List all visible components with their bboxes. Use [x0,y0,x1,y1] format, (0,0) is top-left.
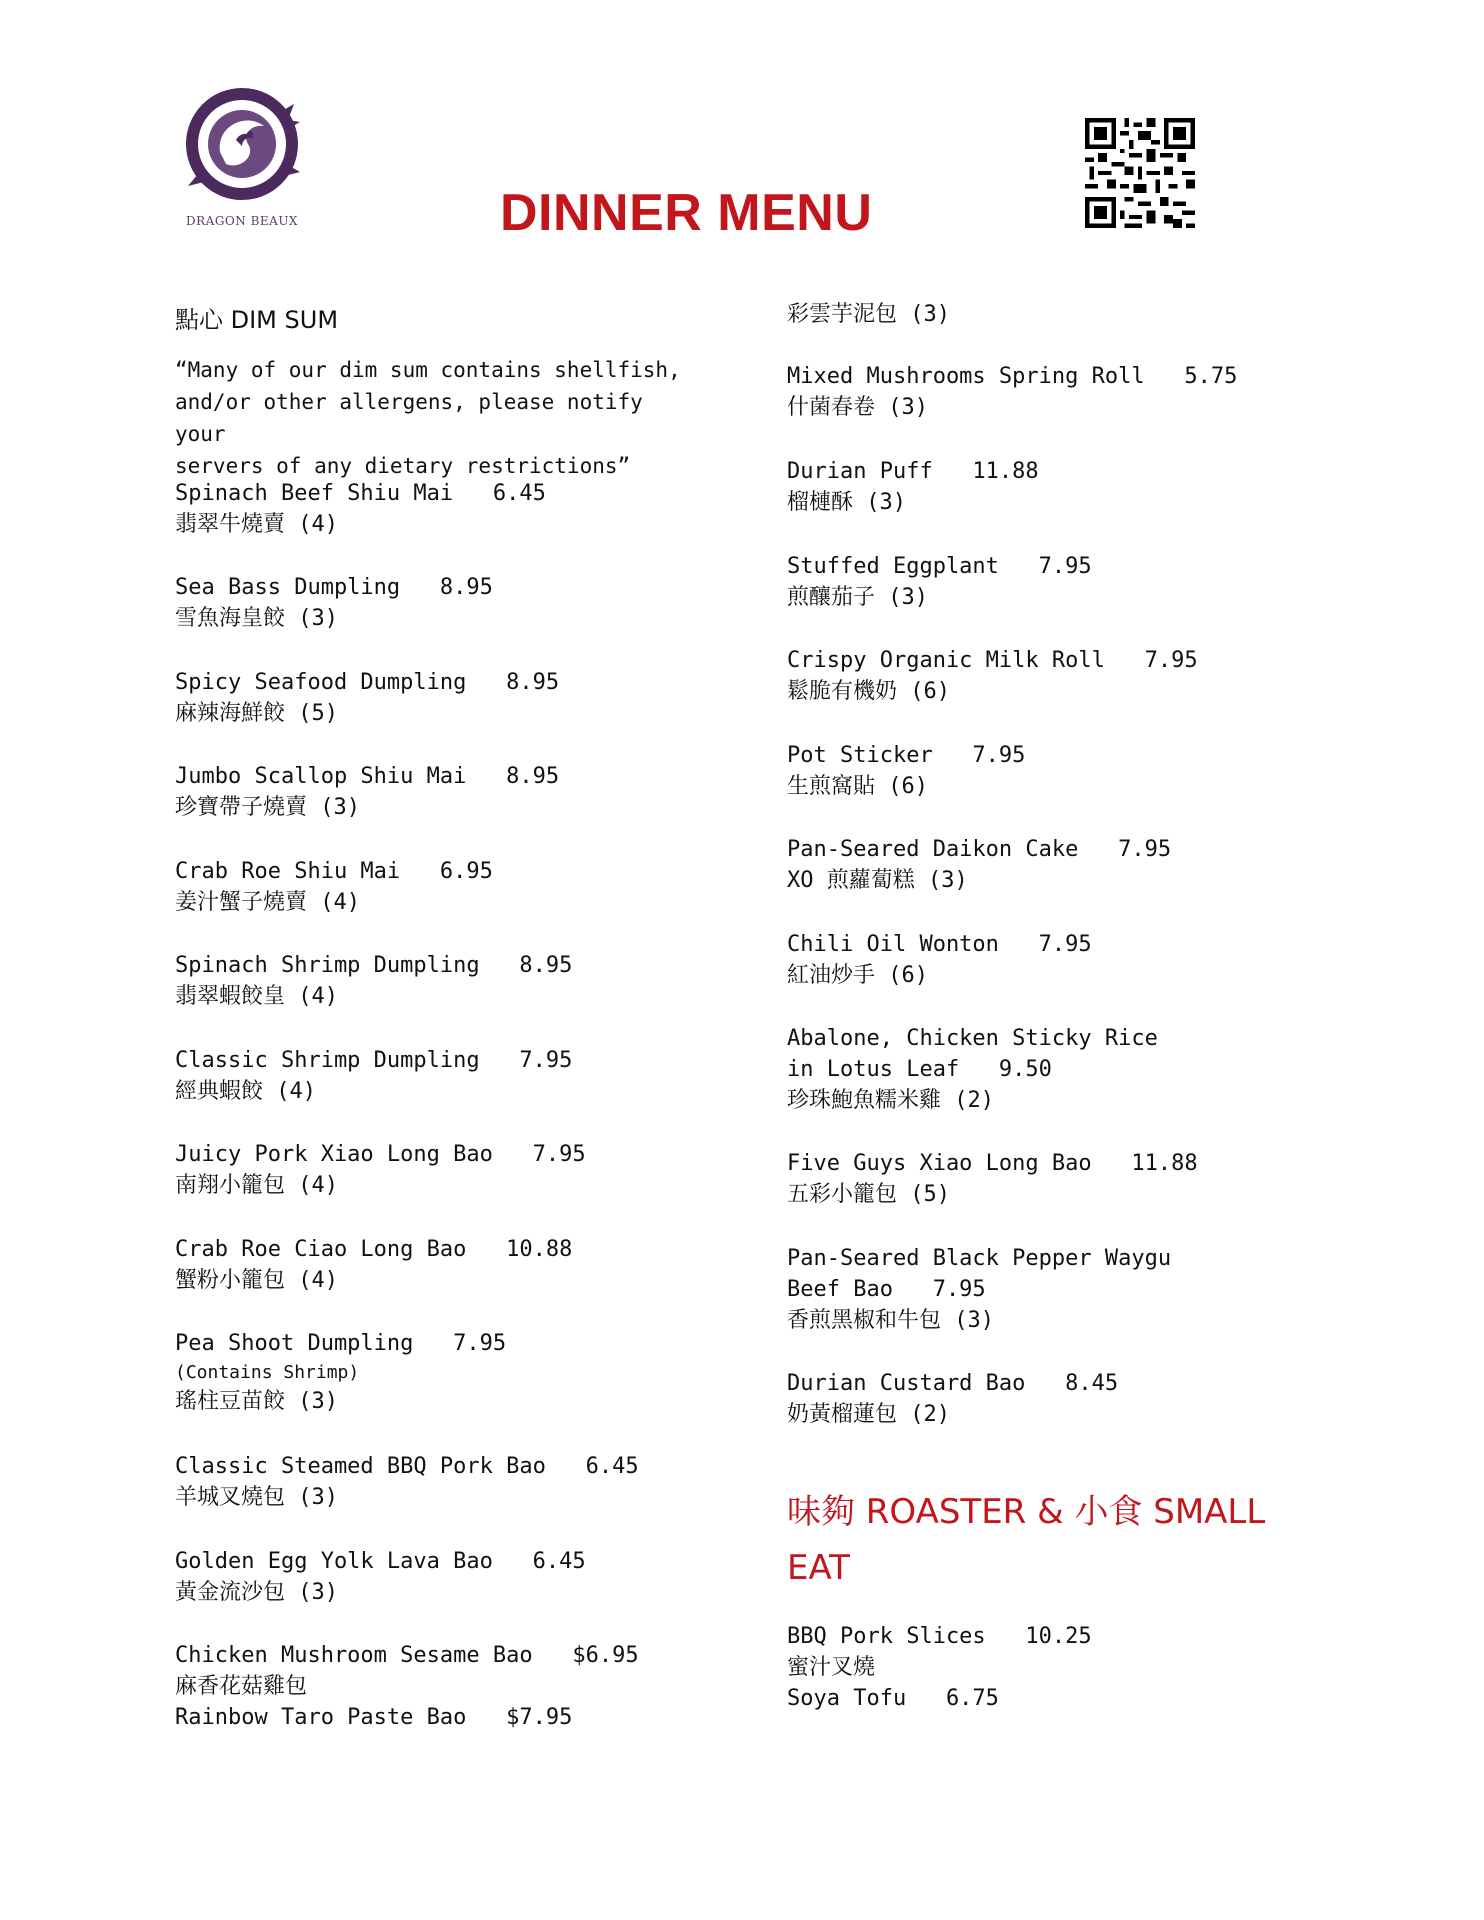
menu-item-line: 羊城叉燒包 (3) [175,1485,338,1510]
menu-item-line: 彩雲芋泥包 (3) [787,302,950,327]
menu-item-line: Pan-Seared Daikon Cake 7.95 [787,837,1172,862]
menu-item-line: 香煎黑椒和牛包 (3) [787,1308,994,1333]
menu-item-line: Crab Roe Shiu Mai 6.95 [175,859,493,884]
menu-item-line: in Lotus Leaf 9.50 [787,1057,1052,1082]
menu-item-line: Juicy Pork Xiao Long Bao 7.95 [175,1142,586,1167]
menu-item-line: Pan-Seared Black Pepper Waygu [787,1246,1172,1271]
menu-item [175,1139,775,1201]
menu-item-line: Golden Egg Yolk Lava Bao 6.45 [175,1549,586,1574]
menu-item [787,1243,1387,1336]
menu-item [787,834,1387,896]
allergen-notice: “Many of our dim sum contains shellfish, and/or other allergens, please notify your servers of any dietary restrictions” [175,358,681,478]
menu-item-line: Spicy Seafood Dumpling 8.95 [175,670,560,695]
menu-item [787,929,1387,991]
menu-item [175,1045,775,1107]
menu-item [787,1368,1387,1430]
menu-item-line: Beef Bao 7.95 [787,1277,986,1302]
menu-item-line: Five Guys Xiao Long Bao 11.88 [787,1151,1198,1176]
menu-item-line: 雪魚海皇餃 (3) [175,606,338,631]
menu-item-line: 蟹粉小籠包 (4) [175,1268,338,1293]
menu-item-line: Soya Tofu 6.75 [787,1686,999,1711]
menu-item [175,1328,775,1417]
menu-item [787,740,1387,802]
menu-item-line: Classic Shrimp Dumpling 7.95 [175,1048,573,1073]
menu-item [787,361,1387,423]
roaster-small-eat-heading: 味夠 ROASTER & 小食 SMALL EAT [787,1492,1266,1588]
menu-item-line: Pot Sticker 7.95 [787,743,1026,768]
menu-item-line: 翡翠牛燒賣 (4) [175,512,338,537]
menu-item-line: 經典蝦餃 (4) [175,1079,316,1104]
menu-item-line: Chicken Mushroom Sesame Bao $6.95 [175,1643,639,1668]
menu-item [787,1023,1387,1116]
menu-item [175,856,775,918]
menu-item-line: Chili Oil Wonton 7.95 [787,932,1092,957]
menu-item-line: Jumbo Scallop Shiu Mai 8.95 [175,764,560,789]
menu-item-line: 什菌春卷 (3) [787,395,928,420]
menu-item [787,299,1387,330]
menu-item-line: Rainbow Taro Paste Bao $7.95 [175,1705,573,1730]
menu-item [175,478,775,540]
menu-item-line: 生煎窩貼 (6) [787,774,928,799]
menu-item-line: 奶黃榴蓮包 (2) [787,1402,950,1427]
menu-item-line: Durian Custard Bao 8.45 [787,1371,1119,1396]
menu-item-line: Mixed Mushrooms Spring Roll 5.75 [787,364,1238,389]
logo-text: DRAGON BEAUX [186,214,298,228]
menu-item-line: 煎釀茄子 (3) [787,585,928,610]
menu-item-line: Spinach Beef Shiu Mai 6.45 [175,481,546,506]
dim-sum-heading: 點心 DIM SUM [175,306,339,334]
menu-item-line: Sea Bass Dumpling 8.95 [175,575,493,600]
menu-item-line: BBQ Pork Slices 10.25 [787,1624,1092,1649]
menu-item [787,1148,1387,1210]
menu-item-line: Classic Steamed BBQ Pork Bao 6.45 [175,1454,639,1479]
dragon-emblem-icon [176,82,308,212]
menu-item-line: 榴槤酥 (3) [787,490,906,515]
menu-item-line: Crispy Organic Milk Roll 7.95 [787,648,1198,673]
menu-item [175,572,775,634]
qr-code-icon [1085,118,1195,228]
menu-item [175,1451,775,1513]
menu-item-line: 瑤柱豆苗餃 (3) [175,1389,338,1414]
menu-item [175,1640,775,1733]
menu-item-line: 姜汁蟹子燒賣 (4) [175,890,360,915]
menu-item [175,950,775,1012]
menu-item [175,761,775,823]
menu-item-line: 南翔小籠包 (4) [175,1173,338,1198]
menu-item [175,667,775,729]
menu-item [787,551,1387,613]
menu-item-line: (Contains Shrimp) [175,1362,360,1383]
menu-item-line: 麻香花菇雞包 [175,1674,308,1699]
menu-item-line: 珍珠鮑魚糯米雞 (2) [787,1088,994,1113]
menu-item-line: 珍寶帶子燒賣 (3) [175,795,360,820]
menu-item-line: 翡翠蝦餃皇 (4) [175,984,338,1009]
menu-item-line: 鬆脆有機奶 (6) [787,679,950,704]
menu-item-line: Pea Shoot Dumpling 7.95 [175,1331,507,1356]
menu-item [787,645,1387,707]
menu-item-line: Spinach Shrimp Dumpling 8.95 [175,953,573,978]
menu-item [787,456,1387,518]
menu-item-line: Stuffed Eggplant 7.95 [787,554,1092,579]
menu-item [175,1546,775,1608]
menu-item-line: 蜜汁叉燒 [787,1655,876,1680]
menu-item-line: Abalone, Chicken Sticky Rice [787,1026,1158,1051]
menu-item-line: XO 煎蘿蔔糕 (3) [787,868,968,893]
menu-item-line: Durian Puff 11.88 [787,459,1039,484]
menu-item [175,1234,775,1296]
menu-item-line: 紅油炒手 (6) [787,963,928,988]
menu-item [787,1621,1387,1714]
page-title: DINNER MENU [500,184,873,242]
menu-item-line: Crab Roe Ciao Long Bao 10.88 [175,1237,573,1262]
dragon-beaux-logo [176,82,308,242]
menu-item-line: 麻辣海鮮餃 (5) [175,701,338,726]
menu-item-line: 黃金流沙包 (3) [175,1580,338,1605]
menu-item-line: 五彩小籠包 (5) [787,1182,950,1207]
